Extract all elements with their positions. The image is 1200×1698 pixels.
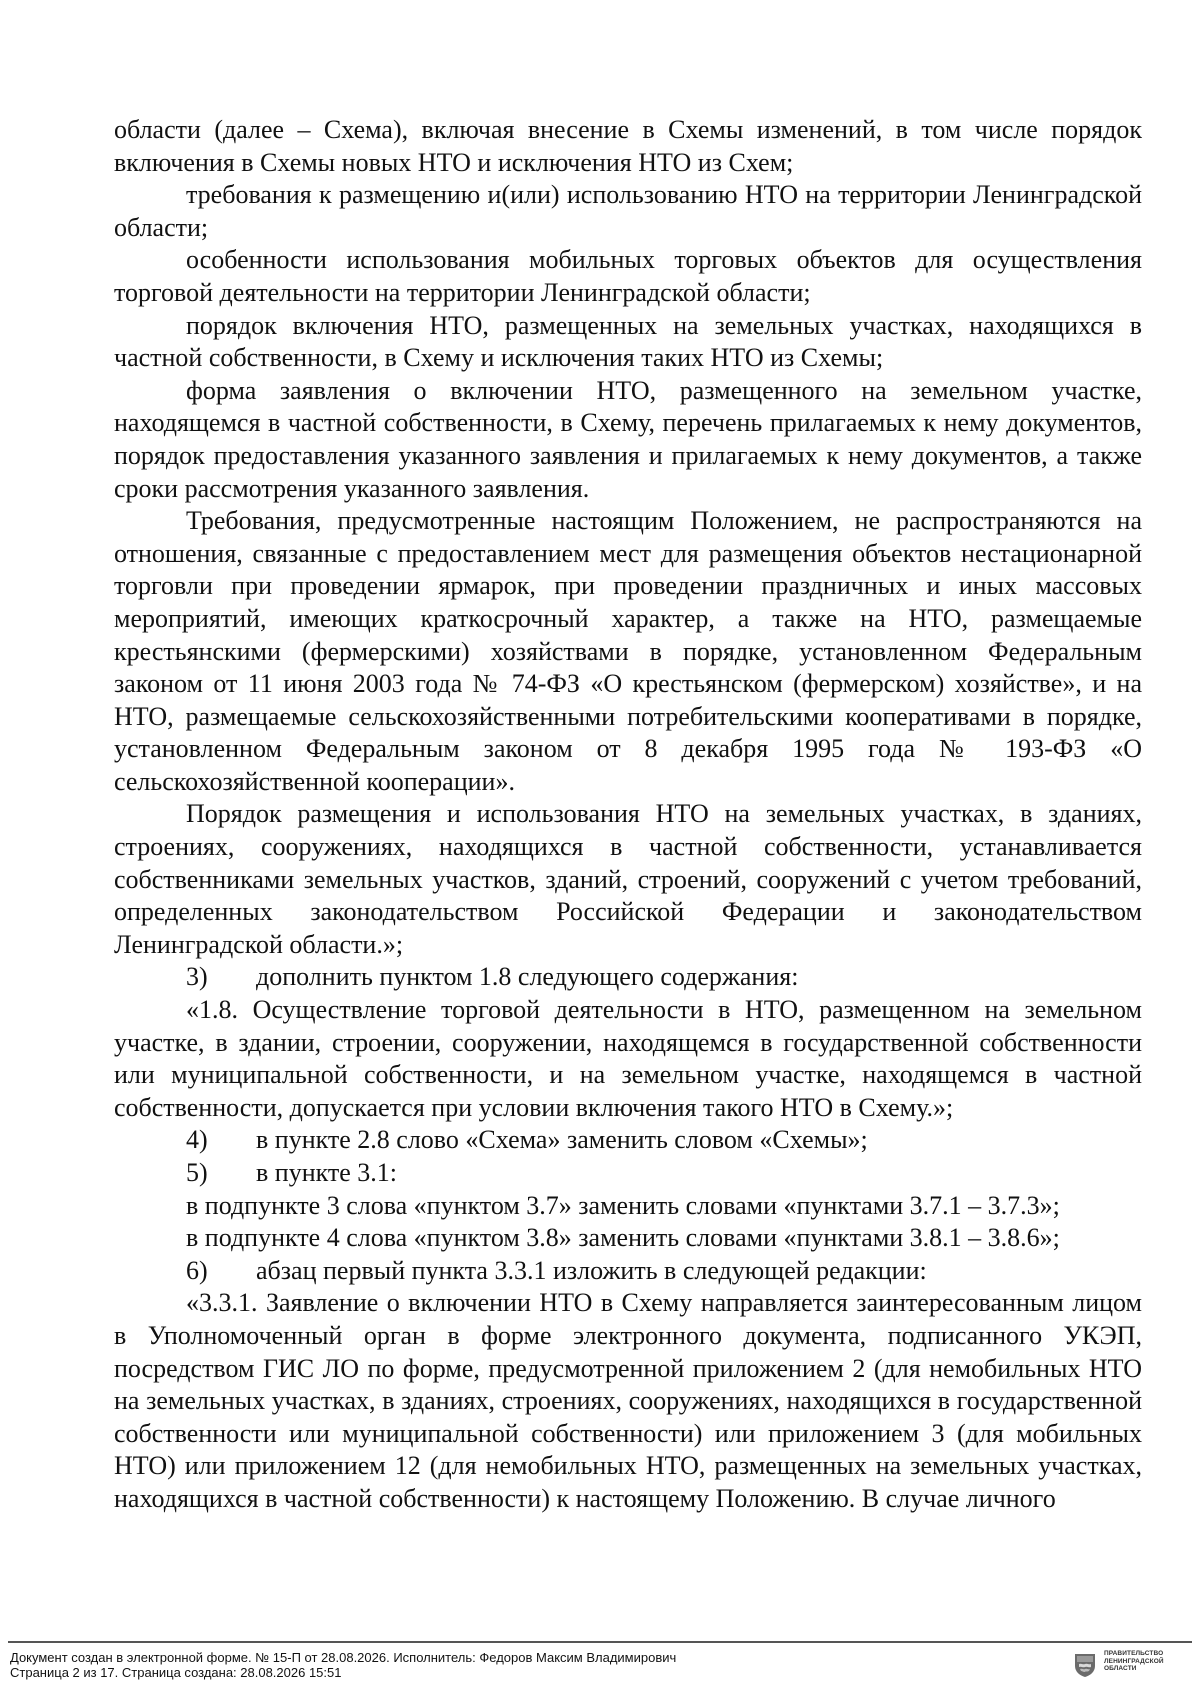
footer-info bbox=[10, 1650, 1010, 1680]
paragraph-p6: Требования, предусмотренные настоящим Положением, не распространяются на отношения, связанные с предоставлением мест для размещения объектов нестационарной торговли при проведении ярмарок, при проведении праздничных и иных массовых мероприятий, имеющих краткосрочный характер, а также на НТО, размещаемые крестьянскими (фермерскими) хозяйствами в порядке, установленном Федеральным законом от 11 июня 2003 года № 74-ФЗ «О крестьянском (фермерском) хозяйстве», и на НТО, размещаемые сельскохозяйственными потребительскими кооперативами в порядке, установленном Федеральным законом от 8 декабря 1995 года № 193-ФЗ «О сельскохозяйственной кооперации». bbox=[114, 506, 1142, 796]
paragraph-p15: «3.3.1. Заявление о включении НТО в Схему направляется заинтересованным лицом в Уполномоченный орган в форме электронного документа, подписанного УКЭП, посредством ГИС ЛО по форме, предусмотренной приложением 2 (для немобильных НТО на земельных участках, в зданиях, строениях, сооружениях, находящихся в государственной собственности или муниципальной собственности) или приложением 3 (для мобильных НТО) или приложением 12 (для немобильных НТО, размещенных на земельных участках, находящихся в частной собственности) к настоящему Положению. В случае личного bbox=[114, 1288, 1142, 1513]
list-item-text: в пункте 3.1: bbox=[256, 1158, 398, 1187]
list-item-6 bbox=[114, 1255, 1142, 1288]
footer-document-line: Документ создан в электронной форме. № 15-П от 28.08.2026. Исполнитель: Федоров Максим Владимирович bbox=[10, 1650, 677, 1665]
footer-divider bbox=[8, 1641, 1192, 1643]
footer-page-line: Страница 2 из 17. Страница создана: 28.08.2026 15:51 bbox=[10, 1665, 342, 1680]
paragraph-p4: порядок включения НТО, размещенных на земельных участках, находящихся в частной собственности, в Схему и исключения таких НТО из Схемы; bbox=[114, 310, 1142, 373]
paragraph-p5: форма заявления о включении НТО, размещенного на земельном участке, находящемся в частной собственности, в Схему, перечень прилагаемых к нему документов, порядок предоставления указанного заявления и прилагаемых к нему документов, а также сроки рассмотрения указанного заявления. bbox=[114, 375, 1142, 503]
logo-caption-line: ЛЕНИНГРАДСКОЙ bbox=[1104, 1657, 1164, 1665]
paragraph-p13: в подпункте 4 слова «пунктом 3.8» заменить словами «пунктами 3.8.1 – 3.8.6»; bbox=[186, 1223, 1060, 1253]
list-number: 4) bbox=[186, 1125, 208, 1155]
list-number: 6) bbox=[186, 1255, 208, 1285]
paragraph-p3: особенности использования мобильных торговых объектов для осуществления торговой деятельности на территории Ленинградской области; bbox=[114, 245, 1142, 307]
logo-caption-line: ПРАВИТЕЛЬСТВО bbox=[1104, 1650, 1164, 1657]
list-number: 5) bbox=[186, 1158, 208, 1187]
list-number: 3) bbox=[186, 962, 208, 992]
logo-caption-line: ОБЛАСТИ bbox=[1104, 1665, 1137, 1672]
paragraph-p2: требования к размещению и(или) использованию НТО на территории Ленинградской области; bbox=[114, 180, 1142, 242]
list-item-text: в пункте 2.8 слово «Схема» заменить словом «Схемы»; bbox=[256, 1125, 868, 1155]
list-item-3 bbox=[114, 961, 1142, 994]
paragraph-p9: «1.8. Осуществление торговой деятельности в НТО, размещенном на земельном участке, в здании, строении, сооружении, находящемся в государственной собственности или муниципальной собственности, и на земельном участке, находящемся в частной собственности, допускается при условии включения такого НТО в Схему.»; bbox=[114, 995, 1142, 1122]
list-item-text: дополнить пунктом 1.8 следующего содержания: bbox=[256, 962, 799, 992]
government-logo bbox=[1072, 1650, 1192, 1690]
paragraph-p12: в подпункте 3 слова «пунктом 3.7» заменить словами «пунктами 3.7.1 – 3.7.3»; bbox=[186, 1190, 1060, 1220]
paragraph-p7: Порядок размещения и использования НТО на земельных участках, в зданиях, строениях, сооружениях, находящихся в частной собственности, устанавливается собственниками земельных участков, зданий, строений, сооружений с учетом требований, определенных законодательством Российской Федерации и законодательством Ленинградской области.»; bbox=[114, 799, 1142, 959]
document-body bbox=[114, 114, 1142, 1516]
logo-caption bbox=[1104, 1650, 1194, 1673]
list-item-4 bbox=[114, 1124, 1142, 1157]
list-item-text: абзац первый пункта 3.3.1 изложить в следующей редакции: bbox=[256, 1255, 927, 1285]
coat-of-arms-icon bbox=[1072, 1652, 1098, 1678]
list-item-5 bbox=[114, 1157, 1142, 1190]
paragraph-p1: области (далее – Схема), включая внесение в Схемы изменений, в том числе порядок включения в Схемы новых НТО и исключения НТО из Схем; bbox=[114, 115, 1142, 177]
